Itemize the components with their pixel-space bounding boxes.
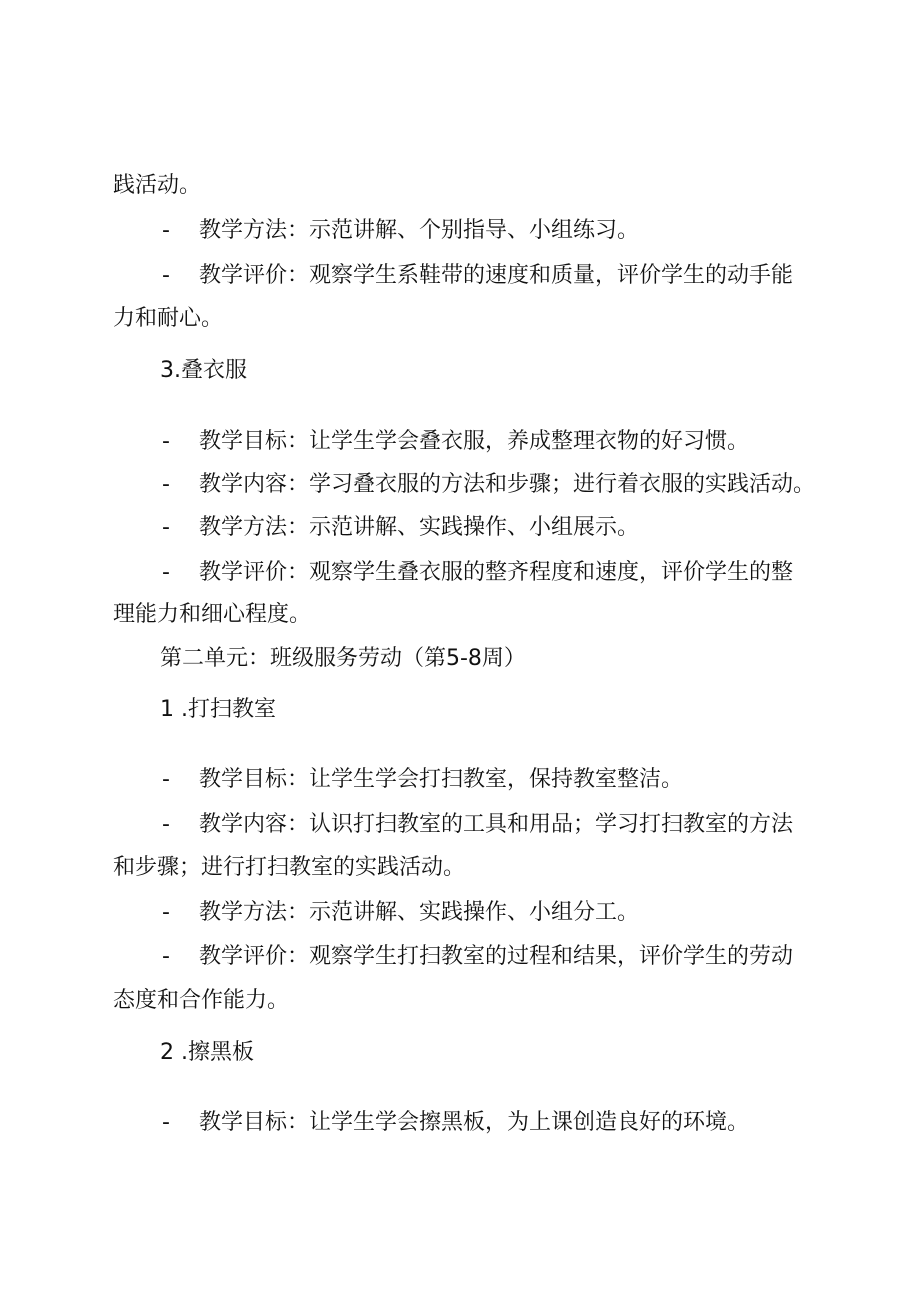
bullet-text: 教学方法：示范讲解、个别指导、小组练习。 (199, 218, 640, 243)
bullet-text: 教学目标：让学生学会擦黑板，为上课创造良好的环境。 (199, 1110, 750, 1135)
bullet-teaching-method (0, 893, 920, 933)
bullet-text: 教学评价：观察学生系鞋带的速度和质量，评价学生的动手能 (199, 263, 794, 288)
bullet-dash: - (162, 767, 170, 792)
bullet-dash: - (162, 472, 170, 497)
section-heading-wipe-blackboard: 2 .擦黑板 (160, 1040, 254, 1065)
bullet-text: 教学方法：示范讲解、实践操作、小组分工。 (199, 900, 640, 925)
bullet-text: 教学评价：观察学生打扫教室的过程和结果，评价学生的劳动 (199, 944, 794, 969)
bullet-teaching-method (0, 211, 920, 251)
bullet-dash: - (162, 812, 170, 837)
bullet-teaching-evaluation (0, 256, 920, 296)
bullet-text: 教学目标：让学生学会打扫教室，保持教室整洁。 (199, 767, 684, 792)
bullet-teaching-content (0, 805, 920, 845)
bullet-text: 教学方法：示范讲解、实践操作、小组展示。 (199, 515, 640, 540)
bullet-teaching-evaluation (0, 937, 920, 977)
bullet-dash: - (162, 263, 170, 288)
section-heading-fold-clothes: 3.叠衣服 (160, 358, 247, 383)
bullet-dash: - (162, 900, 170, 925)
paragraph-continuation: 力和耐心。 (113, 306, 224, 331)
section-heading-clean-classroom: 1 .打扫教室 (160, 697, 276, 722)
bullet-teaching-evaluation (0, 553, 920, 593)
bullet-teaching-goal (0, 760, 920, 800)
bullet-dash: - (162, 1110, 170, 1135)
unit-heading: 第二单元：班级服务劳动（第5-8周） (160, 646, 526, 671)
bullet-text: 教学内容：认识打扫教室的工具和用品；学习打扫教室的方法 (199, 812, 794, 837)
bullet-text: 教学目标：让学生学会叠衣服，养成整理衣物的好习惯。 (199, 429, 750, 454)
bullet-teaching-content (0, 465, 920, 505)
bullet-dash: - (162, 560, 170, 585)
paragraph-continuation: 理能力和细心程度。 (113, 602, 312, 627)
bullet-text: 教学内容：学习叠衣服的方法和步骤；进行着衣服的实践活动。 (199, 472, 816, 497)
bullet-dash: - (162, 515, 170, 540)
bullet-teaching-goal (0, 1103, 920, 1143)
paragraph-continuation: 和步骤；进行打扫教室的实践活动。 (113, 855, 466, 880)
bullet-teaching-method (0, 508, 920, 548)
bullet-dash: - (162, 218, 170, 243)
paragraph-continuation: 践活动。 (113, 173, 202, 198)
bullet-text: 教学评价：观察学生叠衣服的整齐程度和速度，评价学生的整 (199, 560, 794, 585)
bullet-dash: - (162, 429, 170, 454)
bullet-teaching-goal (0, 422, 920, 462)
paragraph-continuation: 态度和合作能力。 (113, 988, 290, 1013)
bullet-dash: - (162, 944, 170, 969)
